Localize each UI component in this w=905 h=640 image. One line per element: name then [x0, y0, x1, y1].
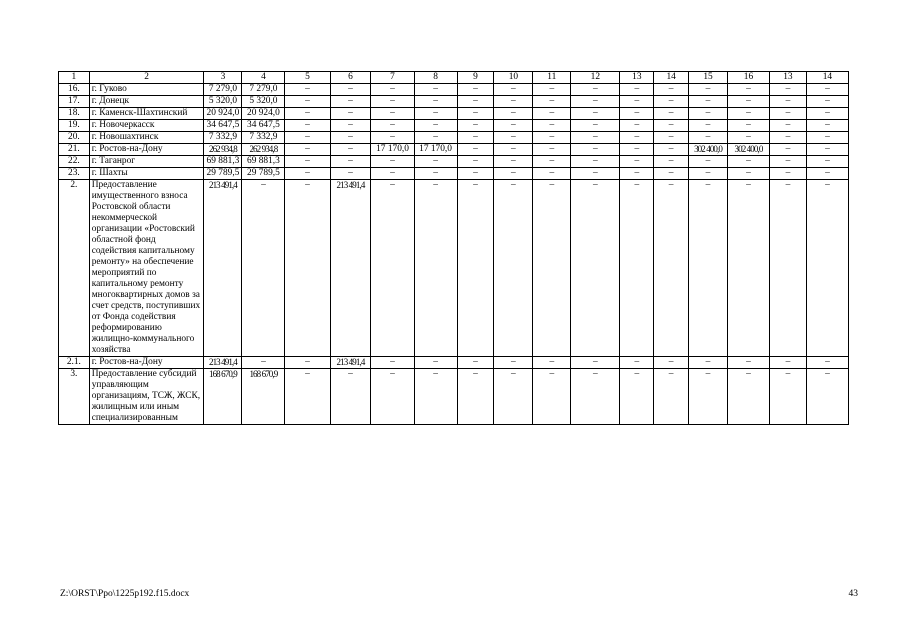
- row-number: 17.: [59, 96, 90, 108]
- row-number: 23.: [59, 168, 90, 180]
- empty-dash-cell: –: [285, 357, 330, 369]
- empty-dash-cell: –: [620, 108, 654, 120]
- empty-dash-cell: –: [689, 108, 728, 120]
- amount-cell: 262 934,8: [242, 144, 285, 156]
- empty-dash-cell: –: [457, 132, 494, 144]
- empty-dash-cell: –: [414, 369, 457, 425]
- empty-dash-cell: –: [620, 156, 654, 168]
- empty-dash-cell: –: [533, 369, 571, 425]
- empty-dash-cell: –: [769, 369, 806, 425]
- empty-dash-cell: –: [620, 369, 654, 425]
- empty-dash-cell: –: [533, 132, 571, 144]
- column-number: 16: [727, 72, 769, 84]
- empty-dash-cell: –: [371, 84, 414, 96]
- amount-cell: 302 400,0: [727, 144, 769, 156]
- empty-dash-cell: –: [571, 144, 620, 156]
- row-name: Предоставление субсидий управляющим организациям, ТСЖ, ЖСК, жилищным или иным специализированным: [89, 369, 204, 425]
- row-number: 3.: [59, 369, 90, 425]
- empty-dash-cell: –: [571, 168, 620, 180]
- empty-dash-cell: –: [727, 120, 769, 132]
- row-number: 20.: [59, 132, 90, 144]
- empty-dash-cell: –: [371, 156, 414, 168]
- empty-dash-cell: –: [806, 156, 848, 168]
- empty-dash-cell: –: [371, 168, 414, 180]
- empty-dash-cell: –: [330, 96, 371, 108]
- empty-dash-cell: –: [533, 108, 571, 120]
- empty-dash-cell: –: [457, 357, 494, 369]
- empty-dash-cell: –: [769, 144, 806, 156]
- empty-dash-cell: –: [806, 96, 848, 108]
- row-name: Предоставление имущественного взноса Ростовской области некоммерческой организации «Ростовский областной фонд содействия капитальному ремонту» на обеспечение мероприятий по капитальному ремонту многоквартирных домов за счет средств, поступивших от Фонда содействия реформированию жилищно-коммунального хозяйства: [89, 180, 204, 357]
- empty-dash-cell: –: [330, 120, 371, 132]
- empty-dash-cell: –: [494, 156, 533, 168]
- empty-dash-cell: –: [371, 357, 414, 369]
- empty-dash-cell: –: [654, 108, 689, 120]
- column-number: 9: [457, 72, 494, 84]
- row-number: 18.: [59, 108, 90, 120]
- empty-dash-cell: –: [494, 96, 533, 108]
- row-name: г. Каменск-Шахтинский: [89, 108, 204, 120]
- empty-dash-cell: –: [727, 180, 769, 357]
- row-number: 2.: [59, 180, 90, 357]
- amount-cell: 7 332,9: [242, 132, 285, 144]
- empty-dash-cell: –: [806, 144, 848, 156]
- empty-dash-cell: –: [769, 156, 806, 168]
- empty-dash-cell: –: [727, 156, 769, 168]
- amount-cell: 302 400,0: [689, 144, 728, 156]
- empty-dash-cell: –: [457, 180, 494, 357]
- empty-dash-cell: –: [806, 132, 848, 144]
- row-name: г. Ростов-на-Дону: [89, 357, 204, 369]
- amount-cell: 262 934,8: [204, 144, 242, 156]
- column-number: 10: [494, 72, 533, 84]
- table-row: [59, 144, 849, 156]
- table-row: [59, 168, 849, 180]
- amount-cell: 213 491,4: [204, 180, 242, 357]
- empty-dash-cell: –: [330, 108, 371, 120]
- empty-dash-cell: –: [806, 84, 848, 96]
- row-name: г. Донецк: [89, 96, 204, 108]
- column-number: 12: [571, 72, 620, 84]
- empty-dash-cell: –: [654, 156, 689, 168]
- column-number: 7: [371, 72, 414, 84]
- empty-dash-cell: –: [727, 96, 769, 108]
- empty-dash-cell: –: [769, 357, 806, 369]
- empty-dash-cell: –: [689, 132, 728, 144]
- table-row: [59, 369, 849, 425]
- empty-dash-cell: –: [571, 369, 620, 425]
- column-number: 14: [806, 72, 848, 84]
- empty-dash-cell: –: [620, 84, 654, 96]
- amount-cell: 69 881,3: [242, 156, 285, 168]
- empty-dash-cell: –: [620, 132, 654, 144]
- empty-dash-cell: –: [371, 120, 414, 132]
- empty-dash-cell: –: [689, 156, 728, 168]
- empty-dash-cell: –: [242, 180, 285, 357]
- empty-dash-cell: –: [571, 156, 620, 168]
- table-row: [59, 357, 849, 369]
- empty-dash-cell: –: [285, 84, 330, 96]
- empty-dash-cell: –: [533, 180, 571, 357]
- empty-dash-cell: –: [285, 132, 330, 144]
- empty-dash-cell: –: [371, 96, 414, 108]
- empty-dash-cell: –: [414, 156, 457, 168]
- empty-dash-cell: –: [533, 168, 571, 180]
- empty-dash-cell: –: [494, 132, 533, 144]
- row-number: 16.: [59, 84, 90, 96]
- empty-dash-cell: –: [533, 120, 571, 132]
- empty-dash-cell: –: [457, 369, 494, 425]
- empty-dash-cell: –: [494, 108, 533, 120]
- empty-dash-cell: –: [769, 108, 806, 120]
- empty-dash-cell: –: [571, 180, 620, 357]
- empty-dash-cell: –: [654, 180, 689, 357]
- amount-cell: 20 924,0: [204, 108, 242, 120]
- column-number: 8: [414, 72, 457, 84]
- row-name: г. Ростов-на-Дону: [89, 144, 204, 156]
- empty-dash-cell: –: [806, 108, 848, 120]
- amount-cell: 168 670,9: [242, 369, 285, 425]
- empty-dash-cell: –: [806, 168, 848, 180]
- table-row: [59, 84, 849, 96]
- empty-dash-cell: –: [769, 96, 806, 108]
- amount-cell: 7 279,0: [242, 84, 285, 96]
- empty-dash-cell: –: [620, 120, 654, 132]
- column-number: 3: [204, 72, 242, 84]
- column-number: 11: [533, 72, 571, 84]
- empty-dash-cell: –: [371, 108, 414, 120]
- table-row: [59, 132, 849, 144]
- empty-dash-cell: –: [371, 180, 414, 357]
- column-number: 13: [620, 72, 654, 84]
- amount-cell: 17 170,0: [371, 144, 414, 156]
- table-row: [59, 96, 849, 108]
- row-name: г. Новочеркасск: [89, 120, 204, 132]
- column-number: 6: [330, 72, 371, 84]
- empty-dash-cell: –: [689, 168, 728, 180]
- empty-dash-cell: –: [571, 96, 620, 108]
- empty-dash-cell: –: [414, 132, 457, 144]
- row-number: 21.: [59, 144, 90, 156]
- row-name: г. Таганрог: [89, 156, 204, 168]
- empty-dash-cell: –: [689, 180, 728, 357]
- empty-dash-cell: –: [727, 168, 769, 180]
- empty-dash-cell: –: [330, 132, 371, 144]
- amount-cell: 7 279,0: [204, 84, 242, 96]
- amount-cell: 20 924,0: [242, 108, 285, 120]
- column-number: 15: [689, 72, 728, 84]
- empty-dash-cell: –: [689, 357, 728, 369]
- empty-dash-cell: –: [727, 84, 769, 96]
- empty-dash-cell: –: [494, 369, 533, 425]
- table-row: [59, 108, 849, 120]
- amount-cell: 34 647,5: [242, 120, 285, 132]
- empty-dash-cell: –: [769, 120, 806, 132]
- empty-dash-cell: –: [414, 357, 457, 369]
- column-number: 5: [285, 72, 330, 84]
- empty-dash-cell: –: [494, 168, 533, 180]
- empty-dash-cell: –: [457, 144, 494, 156]
- empty-dash-cell: –: [806, 180, 848, 357]
- row-name: г. Новошахтинск: [89, 132, 204, 144]
- empty-dash-cell: –: [285, 369, 330, 425]
- empty-dash-cell: –: [533, 96, 571, 108]
- empty-dash-cell: –: [414, 180, 457, 357]
- budget-table: [58, 71, 849, 425]
- empty-dash-cell: –: [620, 96, 654, 108]
- empty-dash-cell: –: [654, 168, 689, 180]
- empty-dash-cell: –: [571, 357, 620, 369]
- empty-dash-cell: –: [414, 84, 457, 96]
- empty-dash-cell: –: [571, 84, 620, 96]
- empty-dash-cell: –: [330, 369, 371, 425]
- empty-dash-cell: –: [330, 144, 371, 156]
- empty-dash-cell: –: [571, 120, 620, 132]
- empty-dash-cell: –: [727, 357, 769, 369]
- empty-dash-cell: –: [285, 96, 330, 108]
- empty-dash-cell: –: [457, 108, 494, 120]
- empty-dash-cell: –: [727, 369, 769, 425]
- empty-dash-cell: –: [371, 132, 414, 144]
- empty-dash-cell: –: [654, 144, 689, 156]
- empty-dash-cell: –: [571, 108, 620, 120]
- empty-dash-cell: –: [242, 357, 285, 369]
- empty-dash-cell: –: [330, 84, 371, 96]
- empty-dash-cell: –: [285, 144, 330, 156]
- table-row: [59, 120, 849, 132]
- empty-dash-cell: –: [769, 84, 806, 96]
- empty-dash-cell: –: [414, 96, 457, 108]
- column-number: 1: [59, 72, 90, 84]
- empty-dash-cell: –: [620, 168, 654, 180]
- row-number: 22.: [59, 156, 90, 168]
- column-number-row: [59, 72, 849, 84]
- column-number: 13: [769, 72, 806, 84]
- empty-dash-cell: –: [727, 108, 769, 120]
- row-number: 19.: [59, 120, 90, 132]
- empty-dash-cell: –: [494, 144, 533, 156]
- amount-cell: 5 320,0: [242, 96, 285, 108]
- amount-cell: 213 491,4: [330, 180, 371, 357]
- amount-cell: 213 491,4: [204, 357, 242, 369]
- empty-dash-cell: –: [371, 369, 414, 425]
- empty-dash-cell: –: [654, 357, 689, 369]
- amount-cell: 7 332,9: [204, 132, 242, 144]
- empty-dash-cell: –: [533, 357, 571, 369]
- column-number: 14: [654, 72, 689, 84]
- empty-dash-cell: –: [571, 132, 620, 144]
- amount-cell: 168 670,9: [204, 369, 242, 425]
- empty-dash-cell: –: [457, 84, 494, 96]
- empty-dash-cell: –: [806, 357, 848, 369]
- empty-dash-cell: –: [806, 369, 848, 425]
- empty-dash-cell: –: [285, 156, 330, 168]
- empty-dash-cell: –: [285, 108, 330, 120]
- empty-dash-cell: –: [414, 168, 457, 180]
- empty-dash-cell: –: [654, 369, 689, 425]
- empty-dash-cell: –: [654, 96, 689, 108]
- empty-dash-cell: –: [727, 132, 769, 144]
- empty-dash-cell: –: [414, 108, 457, 120]
- table-row: [59, 180, 849, 357]
- amount-cell: 17 170,0: [414, 144, 457, 156]
- empty-dash-cell: –: [457, 96, 494, 108]
- row-number: 2.1.: [59, 357, 90, 369]
- empty-dash-cell: –: [330, 168, 371, 180]
- row-name: г. Гуково: [89, 84, 204, 96]
- empty-dash-cell: –: [414, 120, 457, 132]
- empty-dash-cell: –: [620, 357, 654, 369]
- footer-file-path: Z:\ORST\Ppo\1225p192.f15.docx: [60, 589, 190, 599]
- empty-dash-cell: –: [285, 180, 330, 357]
- empty-dash-cell: –: [654, 132, 689, 144]
- empty-dash-cell: –: [533, 84, 571, 96]
- amount-cell: 34 647,5: [204, 120, 242, 132]
- empty-dash-cell: –: [285, 168, 330, 180]
- empty-dash-cell: –: [285, 120, 330, 132]
- empty-dash-cell: –: [769, 168, 806, 180]
- amount-cell: 29 789,5: [204, 168, 242, 180]
- empty-dash-cell: –: [457, 156, 494, 168]
- amount-cell: 5 320,0: [204, 96, 242, 108]
- empty-dash-cell: –: [494, 180, 533, 357]
- column-number: 2: [89, 72, 204, 84]
- page-number: 43: [848, 589, 858, 599]
- empty-dash-cell: –: [330, 156, 371, 168]
- empty-dash-cell: –: [769, 180, 806, 357]
- empty-dash-cell: –: [533, 144, 571, 156]
- empty-dash-cell: –: [457, 120, 494, 132]
- empty-dash-cell: –: [533, 156, 571, 168]
- amount-cell: 69 881,3: [204, 156, 242, 168]
- empty-dash-cell: –: [620, 144, 654, 156]
- empty-dash-cell: –: [689, 96, 728, 108]
- amount-cell: 213 491,4: [330, 357, 371, 369]
- empty-dash-cell: –: [654, 120, 689, 132]
- empty-dash-cell: –: [806, 120, 848, 132]
- empty-dash-cell: –: [494, 120, 533, 132]
- empty-dash-cell: –: [620, 180, 654, 357]
- empty-dash-cell: –: [494, 84, 533, 96]
- empty-dash-cell: –: [689, 84, 728, 96]
- amount-cell: 29 789,5: [242, 168, 285, 180]
- empty-dash-cell: –: [457, 168, 494, 180]
- row-name: г. Шахты: [89, 168, 204, 180]
- empty-dash-cell: –: [654, 84, 689, 96]
- empty-dash-cell: –: [769, 132, 806, 144]
- empty-dash-cell: –: [689, 369, 728, 425]
- empty-dash-cell: –: [689, 120, 728, 132]
- table-row: [59, 156, 849, 168]
- empty-dash-cell: –: [494, 357, 533, 369]
- column-number: 4: [242, 72, 285, 84]
